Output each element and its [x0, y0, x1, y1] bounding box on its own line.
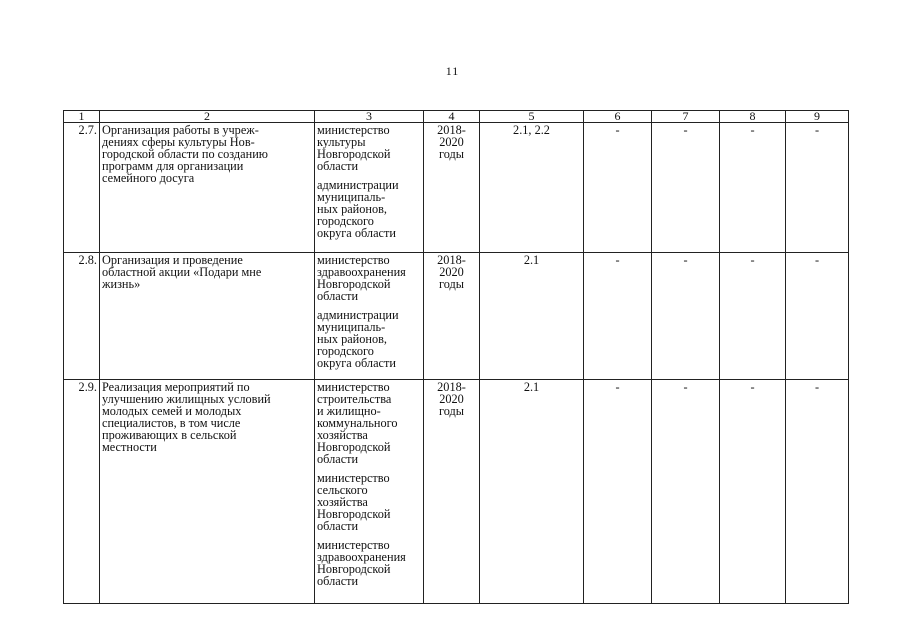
column-number: 4 [424, 111, 480, 123]
executor: министерство здравоохранения Новгородской области [317, 538, 406, 588]
cell-value: - [720, 123, 786, 253]
executor: министерство культуры Новгородской области [317, 123, 391, 173]
target-indicators: 2.1 [480, 253, 584, 380]
row-number: 2.8. [64, 253, 100, 380]
column-number: 7 [652, 111, 720, 123]
cell-value: - [584, 123, 652, 253]
table-row [64, 253, 849, 380]
executor: администрации муниципаль- ных районов, городского округа области [317, 308, 399, 370]
column-number: 1 [64, 111, 100, 123]
measure-name: Организация работы в учреж- дениях сферы культуры Нов- городской области по созданию программ для организации семейного досуга [100, 123, 315, 253]
measures-table [63, 110, 849, 604]
period: 2018- 2020 годы [424, 123, 480, 253]
cell-value: - [720, 253, 786, 380]
target-indicators: 2.1 [480, 380, 584, 604]
executor: администрации муниципаль- ных районов, городского округа области [317, 178, 399, 240]
page-number: 11 [445, 64, 460, 78]
cell-value: - [720, 380, 786, 604]
target-indicators: 2.1, 2.2 [480, 123, 584, 253]
column-number-row [64, 111, 849, 123]
executors-cell [315, 380, 424, 604]
cell-value: - [786, 380, 849, 604]
executor: министерство сельского хозяйства Новгородской области [317, 471, 391, 533]
column-number: 5 [480, 111, 584, 123]
cell-value: - [786, 123, 849, 253]
column-number: 6 [584, 111, 652, 123]
column-number: 3 [315, 111, 424, 123]
row-number: 2.9. [64, 380, 100, 604]
cell-value: - [584, 253, 652, 380]
cell-value: - [652, 253, 720, 380]
table-row [64, 380, 849, 604]
executor: министерство строительства и жилищно- коммунального хозяйства Новгородской области [317, 380, 398, 466]
cell-value: - [584, 380, 652, 604]
cell-value: - [652, 123, 720, 253]
measure-name: Реализация мероприятий по улучшению жилищных условий молодых семей и молодых специалистов, в том числе проживающих в сельской местности [100, 380, 315, 604]
executors-cell [315, 253, 424, 380]
cell-value: - [786, 253, 849, 380]
column-number: 8 [720, 111, 786, 123]
column-number: 9 [786, 111, 849, 123]
executor: министерство здравоохранения Новгородской области [317, 253, 406, 303]
column-number: 2 [100, 111, 315, 123]
period: 2018- 2020 годы [424, 253, 480, 380]
measure-name: Организация и проведение областной акции «Подари мне жизнь» [100, 253, 315, 380]
period: 2018- 2020 годы [424, 380, 480, 604]
table-row [64, 123, 849, 253]
row-number: 2.7. [64, 123, 100, 253]
executors-cell [315, 123, 424, 253]
cell-value: - [652, 380, 720, 604]
